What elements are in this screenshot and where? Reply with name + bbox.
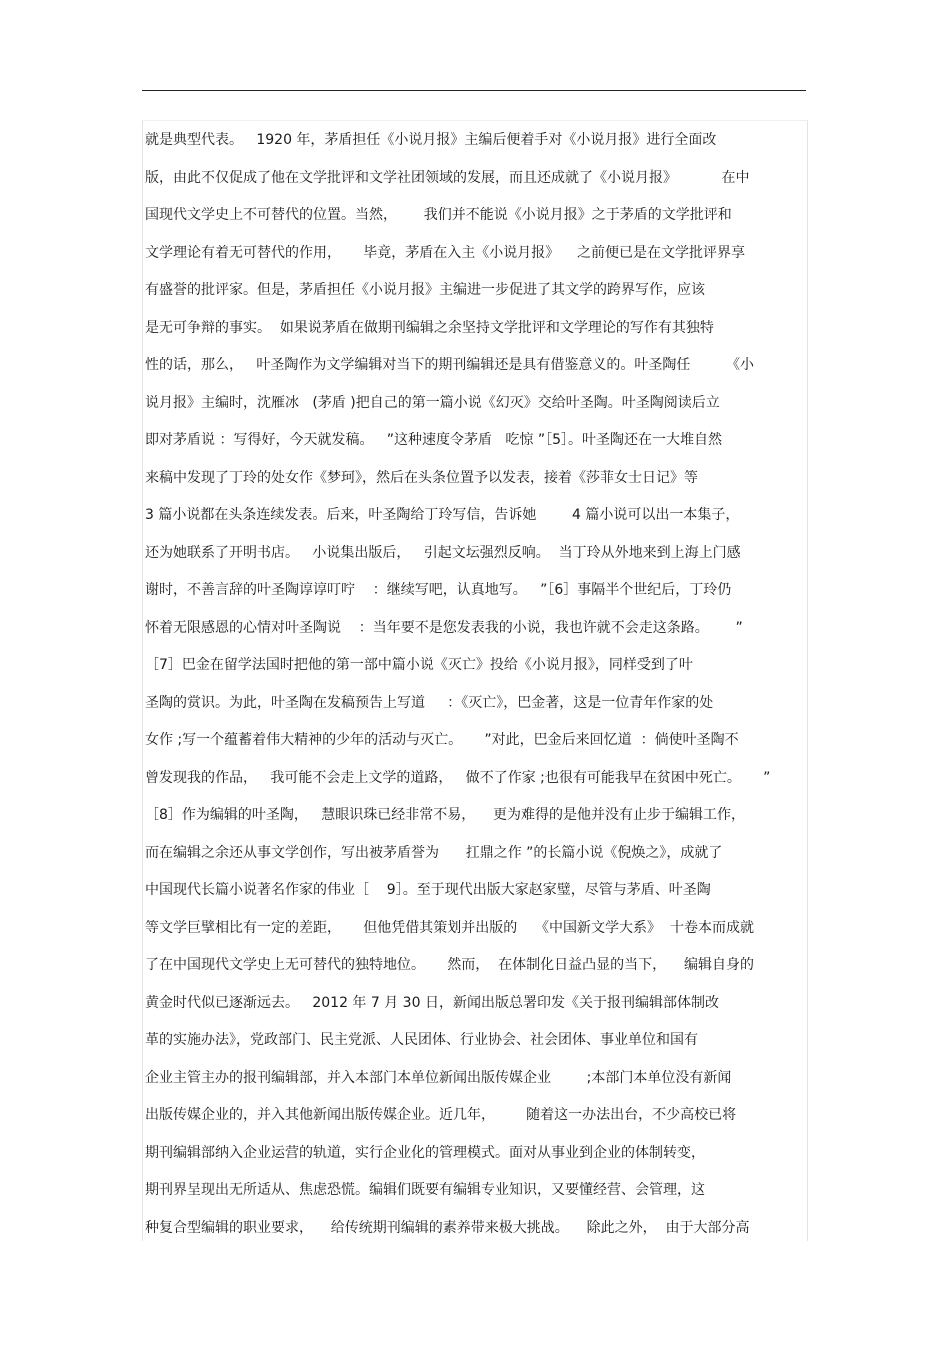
text-line: 种复合型编辑的职业要求， 给传统期刊编辑的素养带来极大挑战。 除此之外， 由于大部分高: [145, 1219, 750, 1236]
text-line: 来稿中发现了丁玲的处女作《梦珂》，然后在头条位置予以发表，接着《莎菲女士日记》等: [145, 469, 698, 486]
text-line: 性的话，那么， 叶圣陶作为文学编辑对当下的期刊编辑还是具有借鉴意义的。叶圣陶任 《小: [145, 357, 754, 373]
text-line: 期刊编辑部纳入企业运营的轨道，实行企业化的管理模式。面对从事业到企业的体制转变，: [145, 1144, 705, 1161]
text-line: 曾发现我的作品， 我可能不会走上文学的道路， 做不了作家 ;也很有可能我早在贫困中死亡。 ”: [145, 769, 771, 786]
text-line: 有盛誉的批评家。但是，茅盾担任《小说月报》主编进一步促进了其文学的跨界写作，应该: [145, 282, 705, 298]
text-line: 等文学巨擘相比有一定的差距， 但他凭借其策划并出版的 《中国新文学大系》 十卷本而成就: [145, 919, 754, 936]
text-line: 谢时，不善言辞的叶圣陶谆谆叮咛 ：继续写吧，认真地写。 ”［6］事隔半个世纪后，丁玲仍: [145, 582, 732, 598]
text-line: 国现代文学史上不可替代的位置。当然， 我们并不能说《小说月报》之于茅盾的文学批评和: [145, 207, 732, 223]
text-line: 女作 ;写一个蕴蓄着伟大精神的少年的活动与灭亡。 ”对此，巴金后来回忆道 ：倘使叶圣陶不: [145, 732, 739, 748]
text-line: 中国现代长篇小说著名作家的伟业［ 9］。至于现代出版大家赵家璧，尽管与茅盾、叶圣陶: [145, 882, 711, 898]
text-line: 是无可争辩的事实。 如果说茅盾在做期刊编辑之余坚持文学批评和文学理论的写作有其独特: [145, 319, 714, 336]
text-line: 文学理论有着无可替代的作用， 毕竟，茅盾在入主《小说月报》 之前便已是在文学批评界享: [145, 244, 746, 261]
text-line: 还为她联系了开明书店。 小说集出版后， 引起文坛强烈反响。 当丁玲从外地来到上海上门感: [145, 544, 741, 561]
text-line: 即对茅盾说 ：写得好，今天就发稿。 ”这种速度令茅盾 吃惊 ”［5］。叶圣陶还在一大堆自然: [145, 432, 723, 448]
text-line: 黄金时代似已逐渐远去。 2012 年 7 月 30 日，新闻出版总署印发《关于报刊编辑部体制改: [145, 994, 719, 1011]
text-line: ［8］作为编辑的叶圣陶， 慧眼识珠已经非常不易， 更为难得的是他并没有止步于编辑工作，: [145, 807, 746, 823]
text-line: 就是典型代表。 1920 年，茅盾担任《小说月报》主编后便着手对《小说月报》进行全面改: [145, 132, 717, 148]
text-line: ［7］巴金在留学法国时把他的第一部中篇小说《灭亡》投给《小说月报》，同样受到了叶: [145, 657, 693, 673]
text-line: 3 篇小说都在头条连续发表。后来，叶圣陶给丁玲写信，告诉她 4 篇小说可以出一本集子，: [145, 507, 740, 523]
header-rule: [142, 90, 806, 91]
text-line: 革的实施办法》，党政部门、民主党派、人民团体、行业协会、社会团体、事业单位和国有: [145, 1032, 698, 1048]
text-line: 圣陶的赏识。为此，叶圣陶在发稿预告上写道 ：《灭亡》，巴金著，这是一位青年作家的处: [145, 694, 714, 711]
text-line: 了在中国现代文学史上无可替代的独特地位。 然而， 在体制化日益凸显的当下， 编辑自身的: [145, 957, 754, 973]
text-line: 出版传媒企业的，并入其他新闻出版传媒企业。近几年， 随着这一办法出台，不少高校已将: [145, 1107, 737, 1123]
text-line: 而在编辑之余还从事文学创作，写出被茅盾誉为 扛鼎之作 ”的长篇小说《倪焕之》，成就了: [145, 844, 723, 861]
text-line: 怀着无限感恩的心情对叶圣陶说 ：当年要不是您发表我的小说，我也许就不会走这条路。 ”: [145, 619, 743, 636]
body-text: [145, 122, 807, 1247]
text-line: 版，由此不仅促成了他在文学批评和文学社团领域的发展，而且还成就了《小说月报》 在中: [145, 169, 750, 186]
text-line: 企业主管主办的报刊编辑部，并入本部门本单位新闻出版传媒企业 ;本部门本单位没有新闻: [145, 1069, 732, 1086]
text-line: 期刊界呈现出无所适从、焦虑恐慌。编辑们既要有编辑专业知识，又要懂经营、会管理，这: [145, 1182, 705, 1198]
text-line: 说月报》主编时，沈雁冰 (茅盾 )把自己的第一篇小说《幻灭》交给叶圣陶。叶圣陶阅读后立: [145, 394, 720, 411]
